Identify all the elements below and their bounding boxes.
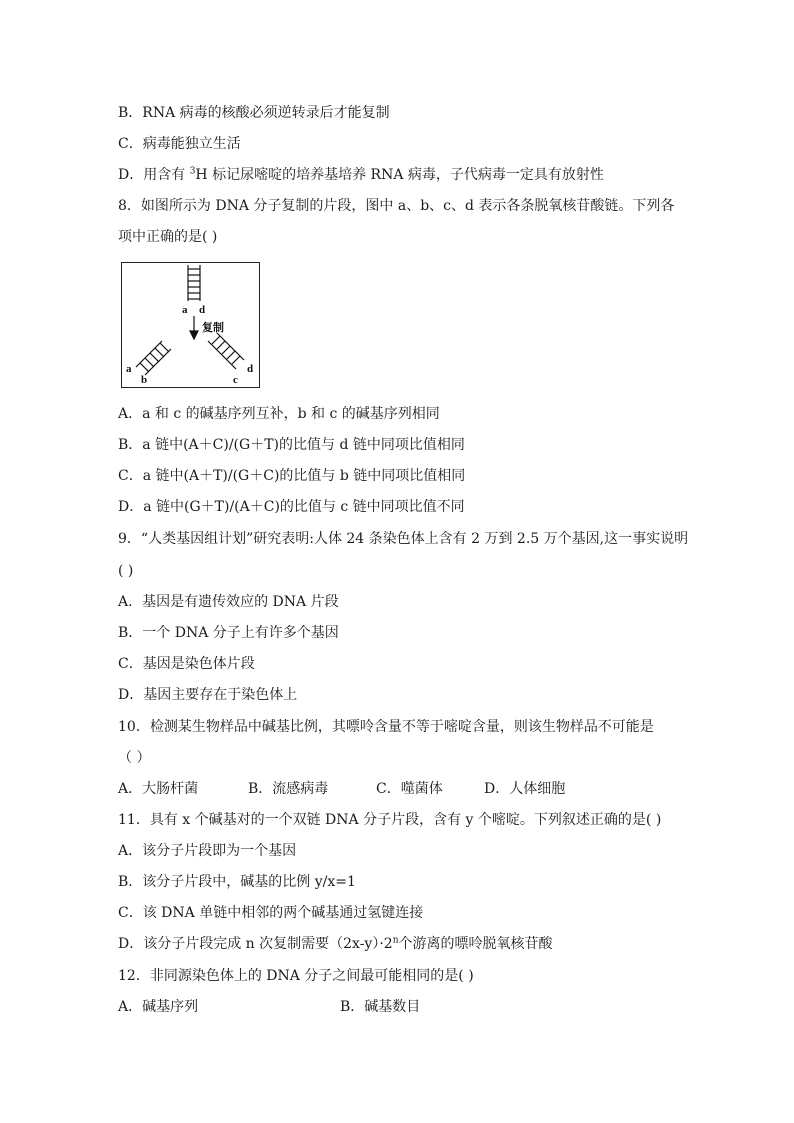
q10-option-a: A．大肠杆菌	[118, 781, 199, 797]
q11-option-a: A．该分子片段即为一个基因	[118, 843, 297, 859]
q11-stem: 11．具有 x 个碱基对的一个双链 DNA 分子片段，含有 y 个嘧啶。下列叙述正确的是( )	[118, 812, 662, 828]
q8-stem-line2: 项中正确的是( )	[118, 229, 218, 245]
q7-option-c: C．病毒能独立生活	[118, 136, 241, 152]
figure-label-d-bottom: d	[247, 363, 254, 375]
q7-option-b: B．RNA 病毒的核酸必须逆转录后才能复制	[118, 105, 390, 121]
q10-option-b: B．流感病毒	[248, 781, 329, 797]
q11-option-c: C．该 DNA 单链中相邻的两个碱基通过氢键连接	[118, 905, 424, 921]
q9-option-a: A．基因是有遗传效应的 DNA 片段	[118, 594, 339, 610]
q11-option-b: B．该分子片段中，碱基的比例 y/x=1	[118, 874, 356, 890]
q12-option-a: A．碱基序列	[118, 999, 199, 1015]
figure-label-b-bottom: b	[141, 374, 148, 386]
q10-option-c: C．噬菌体	[376, 781, 443, 797]
q7-option-d-superscript: 3	[189, 166, 196, 177]
q10-options-row	[118, 779, 565, 799]
q11-option-d-superscript: n	[392, 935, 399, 946]
q7-option-d-suffix: H 标记尿嘧啶的培养基培养 RNA 病毒，子代病毒一定具有放射性	[195, 167, 604, 183]
q9-stem-line1: 9．“人类基因组计划”研究表明:人体 24 条染色体上含有 2 万到 2.5 万个基因,这一事实说明	[118, 531, 689, 547]
dna-replication-diagram	[122, 263, 261, 389]
figure-label-d-top: d	[199, 304, 206, 316]
q8-option-a: A．a 和 c 的碱基序列互补，b 和 c 的碱基序列相同	[118, 406, 440, 422]
q10-option-d: D．人体细胞	[484, 781, 566, 797]
q11-option-d-prefix: D．该分子片段完成 n 次复制需要（2x-y）·2	[118, 936, 393, 952]
figure-label-copy: 复制	[202, 322, 224, 334]
figure-label-a-bottom: a	[126, 363, 132, 375]
daughter-dna-ladder-right	[208, 333, 244, 369]
q9-option-b: B．一个 DNA 分子上有许多个基因	[118, 625, 339, 641]
q9-option-d: D．基因主要存在于染色体上	[118, 687, 298, 703]
q8-option-c: C．a 链中(A＋T)/(G＋C)的比值与 b 链中同项比值相同	[118, 468, 466, 484]
q9-option-c: C．基因是染色体片段	[118, 656, 255, 672]
q12-options-row	[118, 997, 420, 1017]
replication-arrow	[190, 316, 198, 339]
q8-stem-line1: 8．如图所示为 DNA 分子复制的片段，图中 a、b、c、d 表示各条脱氧核苷酸链。下列各	[118, 198, 675, 214]
q7-option-d	[118, 165, 604, 185]
q9-stem-line2: ( )	[118, 563, 134, 579]
q7-option-d-prefix: D．用含有	[118, 167, 190, 183]
figure-label-c-bottom: c	[233, 374, 238, 386]
q8-option-d: D．a 链中(G＋T)/(A＋C)的比值与 c 链中同项比值不同	[118, 499, 465, 515]
q10-stem-line2: （ ）	[118, 750, 151, 766]
q10-stem-line1: 10．检测某生物样品中碱基比例，其嘌呤含量不等于嘧啶含量，则该生物样品不可能是	[118, 719, 654, 735]
q11-option-d	[118, 934, 553, 954]
q12-option-b: B．碱基数目	[340, 999, 421, 1015]
q8-option-b: B．a 链中(A＋C)/(G＋T)的比值与 d 链中同项比值相同	[118, 437, 465, 453]
dna-replication-figure	[121, 262, 260, 388]
figure-label-a-top: a	[182, 304, 188, 316]
daughter-dna-ladder-left	[136, 341, 171, 375]
q12-stem: 12．非同源染色体上的 DNA 分子之间最可能相同的是( )	[118, 968, 474, 984]
parent-dna-ladder	[188, 265, 200, 301]
q11-option-d-suffix: 个游离的嘌呤脱氧核苷酸	[398, 936, 553, 952]
